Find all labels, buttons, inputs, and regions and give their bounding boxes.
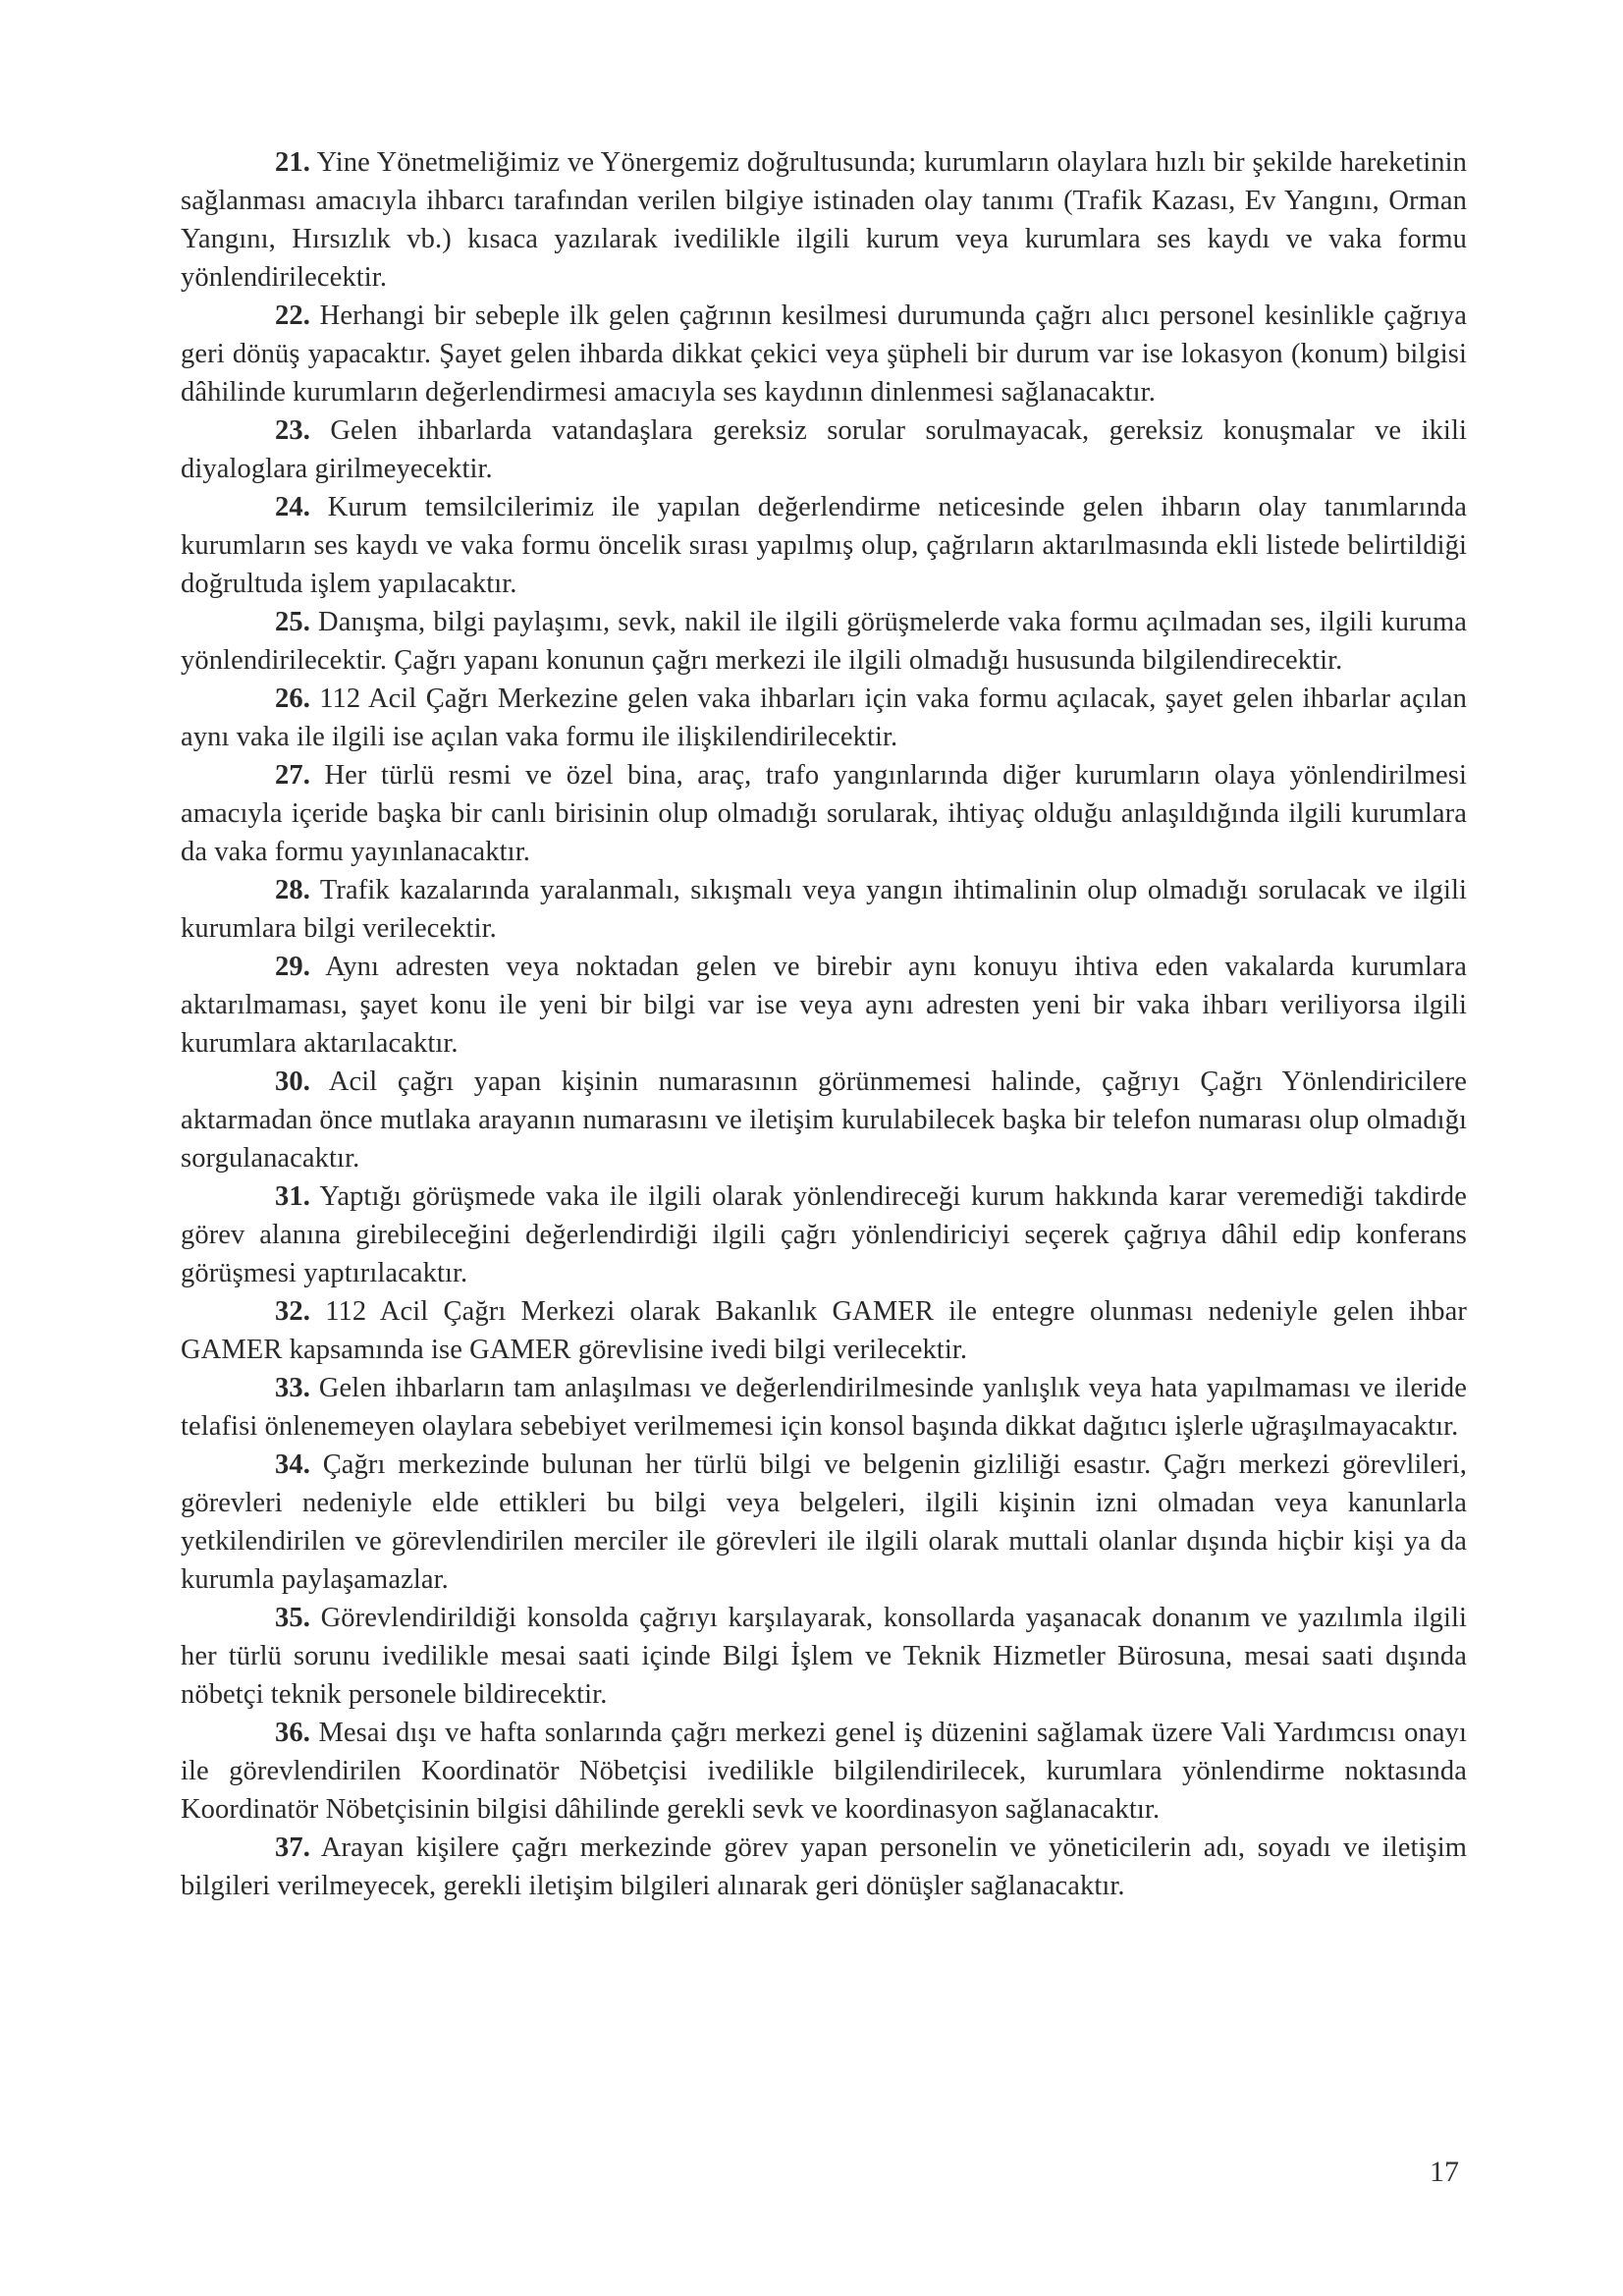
paragraph-text: Trafik kazalarında yaralanmalı, sıkışmalı veya yangın ihtimalinin olup olmadığı sorulacak ve ilgili kurumlara bilgi verilecektir. [181,875,1467,944]
paragraph-text: Yaptığı görüşmede vaka ile ilgili olarak yönlendireceği kurum hakkında karar veremediği takdirde görev alanına girebileceğini değerlendirdiği ilgili çağrı yönlendiriciyi seçerek çağrıya dâhil edip konferans görüşmesi yaptırılacaktır. [181,1181,1467,1288]
paragraph-number: 26. [275,683,310,714]
paragraph-text: Gelen ihbarlarda vatandaşlara gereksiz sorular sorulmayacak, gereksiz konuşmalar ve ikili diyaloglara girilmeyecektir. [181,415,1467,484]
paragraph-21 [181,143,1467,297]
paragraph-text: Gelen ihbarların tam anlaşılması ve değerlendirilmesinde yanlışlık veya hata yapılmaması ve ileride telafisi önlenemeyen olaylara sebebiyet verilmemesi için konsol başında dikkat dağıtıcı işlerle uğraşılmayacaktır. [181,1373,1467,1442]
paragraph-36 [181,1714,1467,1829]
paragraph-text: Görevlendirildiği konsolda çağrıyı karşılayarak, konsollarda yaşanacak donanım ve yazılımla ilgili her türlü sorunu ivedilikle mesai saati içinde Bilgi İşlem ve Teknik Hizmetler Bürosuna, mesai saati dışında nöbetçi teknik personele bildirecektir. [181,1603,1467,1710]
paragraph-text: Yine Yönetmeliğimiz ve Yönergemiz doğrultusunda; kurumların olaylara hızlı bir şekilde hareketinin sağlanması amacıyla ihbarcı tarafından verilen bilgiye istinaden olay tanımı (Trafik Kazası, Ev Yangını, Orman Yangını, Hırsızlık vb.) kısaca yazılarak ivedilikle ilgili kurum veya kurumlara ses kaydı ve vaka formu yönlendirilecektir. [181,147,1467,293]
paragraph-25 [181,603,1467,680]
paragraph-number: 22. [275,301,310,331]
page-number: 17 [1430,2156,1459,2188]
paragraph-34 [181,1446,1467,1599]
paragraph-23 [181,411,1467,488]
paragraph-26 [181,680,1467,756]
paragraph-37 [181,1829,1467,1905]
paragraph-text: Aynı adresten veya noktadan gelen ve birebir aynı konuyu ihtiva eden vakalarda kurumlara aktarılmaması, şayet konu ile yeni bir bilgi var ise veya aynı adresten yeni bir vaka ihbarı veriliyorsa ilgili kurumlara aktarılacaktır. [181,952,1467,1059]
paragraph-29 [181,948,1467,1063]
paragraph-number: 25. [275,607,310,637]
paragraph-30 [181,1063,1467,1177]
paragraph-31 [181,1177,1467,1292]
paragraph-35 [181,1599,1467,1714]
paragraph-number: 33. [275,1373,310,1403]
paragraph-number: 35. [275,1603,310,1633]
paragraph-number: 31. [275,1181,310,1212]
document-body [181,143,1467,1905]
paragraph-22 [181,297,1467,411]
paragraph-28 [181,871,1467,948]
paragraph-number: 36. [275,1718,310,1748]
paragraph-text: Her türlü resmi ve özel bina, araç, trafo yangınlarında diğer kurumların olaya yönlendirilmesi amacıyla içeride başka bir canlı birisinin olup olmadığı sorularak, ihtiyaç olduğu anlaşıldığında ilgili kurumlara da vaka formu yayınlanacaktır. [181,760,1468,867]
paragraph-text: 112 Acil Çağrı Merkezine gelen vaka ihbarları için vaka formu açılacak, şayet gelen ihbarlar açılan aynı vaka ile ilgili ise açılan vaka formu ile ilişkilendirilecektir. [181,683,1467,752]
paragraph-number: 27. [275,760,310,791]
paragraph-33 [181,1369,1467,1446]
paragraph-number: 21. [275,147,310,178]
paragraph-text: Mesai dışı ve hafta sonlarında çağrı merkezi genel iş düzenini sağlamak üzere Vali Yardımcısı onayı ile görevlendirilen Koordinatör Nöbetçisi ivedilikle bilgilendirilecek, kurumlara yönlendirme noktasında Koordinatör Nöbetçisinin bilgisi dâhilinde gerekli sevk ve koordinasyon sağlanacaktır. [181,1718,1467,1825]
paragraph-text: Kurum temsilcilerimiz ile yapılan değerlendirme neticesinde gelen ihbarın olay tanımlarında kurumların ses kaydı ve vaka formu öncelik sırası yapılmış olup, çağrıların aktarılmasında ekli listede belirtildiği doğrultuda işlem yapılacaktır. [181,492,1467,599]
paragraph-number: 32. [275,1296,310,1327]
paragraph-number: 23. [275,415,310,446]
paragraph-number: 37. [275,1832,310,1863]
paragraph-text: Danışma, bilgi paylaşımı, sevk, nakil ile ilgili görüşmelerde vaka formu açılmadan ses, ilgili kuruma yönlendirilecektir. Çağrı yapanı konunun çağrı merkezi ile ilgili olmadığı hususunda bilgilendirecektir. [181,607,1467,676]
paragraph-number: 28. [275,875,310,905]
paragraph-32 [181,1292,1467,1369]
paragraph-number: 30. [275,1066,310,1097]
paragraph-number: 29. [275,952,310,982]
paragraph-text: 112 Acil Çağrı Merkezi olarak Bakanlık GAMER ile entegre olunması nedeniyle gelen ihbar GAMER kapsamında ise GAMER görevlisine ivedi bilgi verilecektir. [181,1296,1467,1365]
paragraph-27 [181,756,1467,871]
paragraph-number: 24. [275,492,310,522]
paragraph-text: Arayan kişilere çağrı merkezinde görev yapan personelin ve yöneticilerin adı, soyadı ve iletişim bilgileri verilmeyecek, gerekli iletişim bilgileri alınarak geri dönüşler sağlanacaktır. [181,1832,1467,1901]
paragraph-24 [181,488,1467,603]
paragraph-number: 34. [275,1449,310,1480]
paragraph-text: Herhangi bir sebeple ilk gelen çağrının kesilmesi durumunda çağrı alıcı personel kesinlikle çağrıya geri dönüş yapacaktır. Şayet gelen ihbarda dikkat çekici veya şüpheli bir durum var ise lokasyon (konum) bilgisi dâhilinde kurumların değerlendirmesi amacıyla ses kaydının dinlenmesi sağlanacaktır. [181,301,1467,408]
paragraph-text: Acil çağrı yapan kişinin numarasının görünmemesi halinde, çağrıyı Çağrı Yönlendiricilere aktarmadan önce mutlaka arayanın numarasını ve iletişim kurulabilecek başka bir telefon numarası olup olmadığı sorgulanacaktır. [181,1066,1467,1174]
paragraph-text: Çağrı merkezinde bulunan her türlü bilgi ve belgenin gizliliği esastır. Çağrı merkezi görevlileri, görevleri nedeniyle elde ettikleri bu bilgi veya belgeleri, ilgili kişinin izni olmadan veya kanunlarla yetkilendirilen ve görevlendirilen merciler ile görevleri ile ilgili olarak muttali olanlar dışında hiçbir kişi ya da kurumla paylaşamazlar. [181,1449,1467,1595]
